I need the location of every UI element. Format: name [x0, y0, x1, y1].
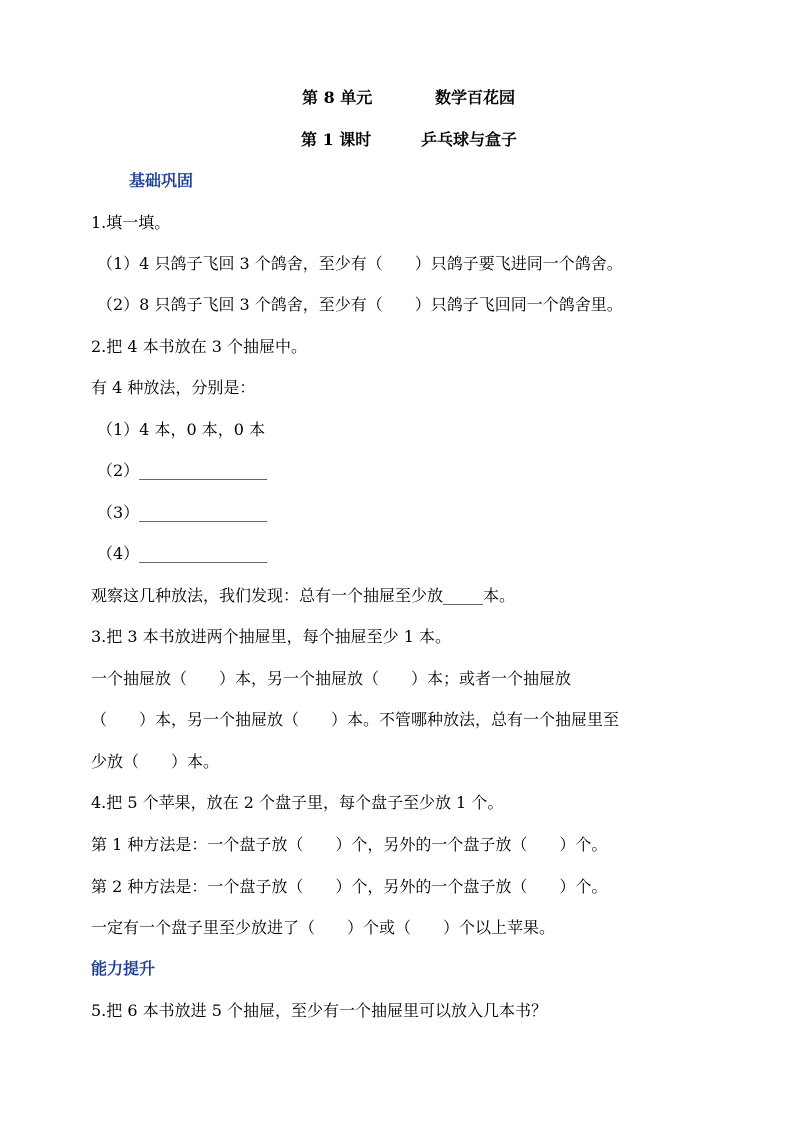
question-2-option-3: （3）________________ — [97, 503, 268, 522]
question-3-header: 3.把 3 本书放进两个抽屉里，每个抽屉至少 1 本。 — [91, 627, 451, 646]
question-1-item-1: （1）4 只鸽子飞回 3 个鸽舍，至少有（ ）只鸽子要飞进同一个鸽舍。 — [97, 254, 623, 273]
question-1-header: 1.填一填。 — [91, 213, 171, 232]
question-2-option-4: （4）________________ — [97, 544, 268, 563]
question-4-header: 4.把 5 个苹果，放在 2 个盘子里，每个盘子至少放 1 个。 — [91, 793, 504, 812]
unit-title: 数学百花园 — [435, 88, 516, 107]
question-2-intro: 有 4 种放法，分别是： — [91, 378, 256, 397]
question-5: 5.把 6 本书放进 5 个抽屉，至少有一个抽屉里可以放入几本书？ — [91, 1001, 547, 1020]
question-4-conclusion: 一定有一个盘子里至少放进了（ ）个或（ ）个以上苹果。 — [91, 918, 556, 937]
question-2-header: 2.把 4 本书放在 3 个抽屉中。 — [91, 337, 307, 356]
lesson-title: 乒乓球与盒子 — [421, 130, 518, 149]
question-4-method-2: 第 2 种方法是：一个盘子放（ ）个，另外的一个盘子放（ ）个。 — [91, 877, 608, 896]
question-2-option-1: （1）4 本，0 本，0 本 — [97, 420, 265, 439]
question-3-line-1: 一个抽屉放（ ）本，另一个抽屉放（ ）本；或者一个抽屉放 — [91, 669, 572, 688]
question-1-item-2: （2）8 只鸽子飞回 3 个鸽舍，至少有（ ）只鸽子飞回同一个鸽舍里。 — [97, 295, 623, 314]
unit-number: 第 8 单元 — [302, 88, 373, 107]
question-4-method-1: 第 1 种方法是：一个盘子放（ ）个，另外的一个盘子放（ ）个。 — [91, 835, 608, 854]
question-2-option-2: （2）________________ — [97, 461, 268, 480]
question-3-line-2: （ ）本，另一个抽屉放（ ）本。不管哪种放法，总有一个抽屉里至 — [91, 710, 620, 729]
question-3-line-3: 少放（ ）本。 — [91, 752, 220, 771]
question-2-conclusion: 观察这几种放法，我们发现：总有一个抽屉至少放_____本。 — [91, 586, 516, 605]
section-heading-basic: 基础巩固 — [129, 171, 194, 190]
section-heading-advanced: 能力提升 — [91, 959, 156, 978]
lesson-number: 第 1 课时 — [301, 130, 372, 149]
